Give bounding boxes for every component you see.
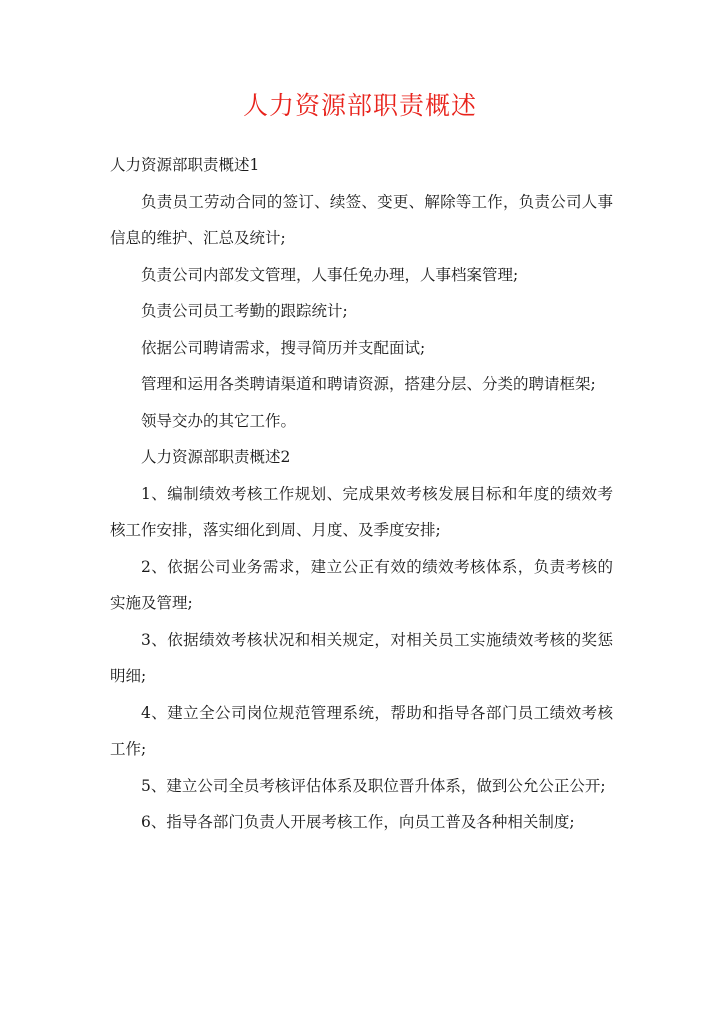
document-body: [110, 147, 613, 841]
list-item: 5、建立公司全员考核评估体系及职位晋升体系，做到公允公正公开;: [141, 776, 606, 795]
paragraph: 依据公司聘请需求，搜寻简历并支配面试;: [141, 338, 426, 357]
document-title: 人力资源部职责概述: [242, 91, 477, 120]
paragraph: 负责员工劳动合同的签订、续签、变更、解除等工作，负责公司人事信息的维护、汇总及统计;: [110, 192, 613, 247]
paragraph: 负责公司内部发文管理，人事任免办理，人事档案管理;: [141, 265, 519, 284]
paragraph: 管理和运用各类聘请渠道和聘请资源，搭建分层、分类的聘请框架;: [141, 375, 596, 393]
section-heading-1: 人力资源部职责概述1: [110, 156, 260, 174]
list-item: 3、依据绩效考核状况和相关规定，对相关员工实施绩效考核的奖惩明细;: [110, 630, 613, 685]
list-item: 2、依据公司业务需求，建立公正有效的绩效考核体系，负责考核的实施及管理;: [110, 557, 613, 612]
list-item: 4、建立全公司岗位规范管理系统，帮助和指导各部门员工绩效考核工作;: [110, 703, 613, 758]
paragraph: 负责公司员工考勤的跟踪统计;: [141, 302, 348, 320]
list-item: 1、编制绩效考核工作规划、完成果效考核发展目标和年度的绩效考核工作安排，落实细化到周、月度、及季度安排;: [110, 484, 613, 539]
section-heading-2: 人力资源部职责概述2: [141, 448, 291, 466]
paragraph: 领导交办的其它工作。: [141, 411, 297, 430]
list-item: 6、指导各部门负责人开展考核工作，向员工普及各种相关制度;: [141, 813, 575, 831]
